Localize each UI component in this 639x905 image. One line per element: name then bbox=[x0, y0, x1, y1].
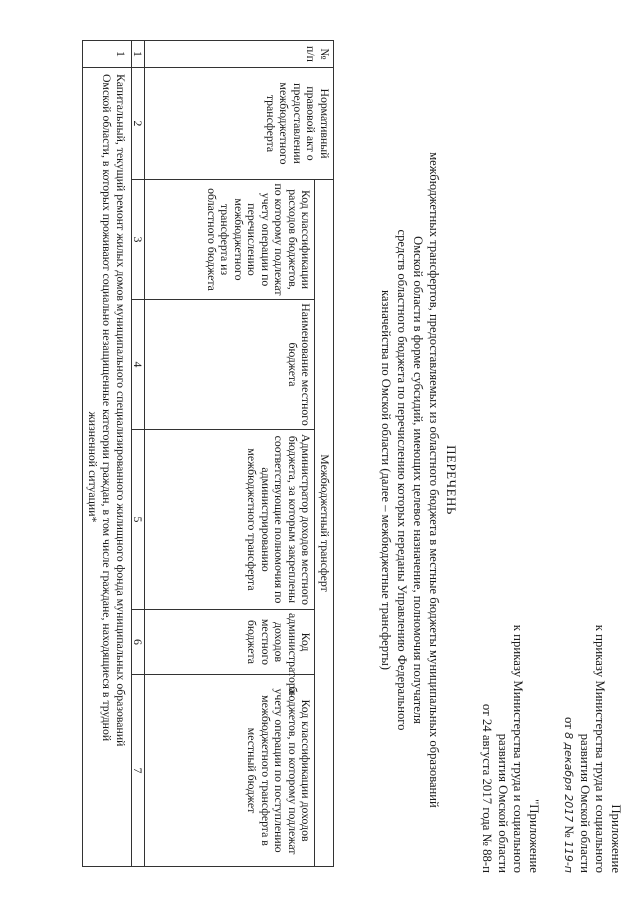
header-income-code: Код классификации доходов бюджетов, по которому подлежат учету операции по поступлению межбюджетного трансферта в местный бюджет bbox=[145, 675, 315, 867]
old-ministry-line: развития Омской области bbox=[496, 733, 510, 873]
column-numbers-row bbox=[132, 41, 145, 867]
old-appendix-label: "Приложение bbox=[527, 799, 541, 873]
handwritten-number: 119-п bbox=[562, 840, 576, 873]
column-number: 2 bbox=[132, 68, 145, 180]
approval-header bbox=[561, 553, 623, 873]
column-number: 1 bbox=[132, 41, 145, 68]
header-appendix-label: Приложение bbox=[609, 804, 623, 873]
transfers-table bbox=[83, 40, 335, 867]
header-ministry-line: развития Омской области bbox=[578, 733, 592, 873]
header-order-line: к приказу Министерства труда и социального bbox=[593, 624, 608, 873]
document-title bbox=[378, 130, 459, 830]
title-line-1: межбюджетных трансфертов, предоставляемых из областного бюджета в местные бюджеты муниципальных образований bbox=[427, 152, 441, 808]
row-number: 1 bbox=[83, 41, 132, 68]
header-date-line: от 8 декабря 2017 № 119-п bbox=[562, 717, 577, 873]
title-line-2: Омской области в форме субсидий, имеющих целевое назначение, полномочия получателя bbox=[411, 236, 425, 724]
header-no: № п/п bbox=[145, 41, 334, 68]
header-admin-code: Код администратора доходов местного бюджета bbox=[145, 610, 315, 675]
title-heading: ПЕРЕЧЕНЬ bbox=[444, 445, 459, 515]
header-group-transfer: Межбюджетный трансферт bbox=[315, 180, 334, 867]
header-income-admin: Администратор доходов местного бюджета, за которым закреплены соответствующие полномочия по администрированию межбюджетного трансферта bbox=[145, 430, 315, 610]
column-number: 3 bbox=[132, 180, 145, 300]
old-order-line: к приказу Министерства труда и социального bbox=[511, 624, 526, 873]
handwritten-date: 8 декабря 2017 bbox=[562, 732, 576, 823]
previous-appendix-header bbox=[479, 553, 541, 873]
header-legal-act: Нормативный правовой акт о предоставлении межбюджетного трансферта bbox=[145, 68, 334, 180]
header-budget-name: Наименование местного бюджета bbox=[145, 300, 315, 430]
old-date-line: от 24 августа 2017 года № 88-п bbox=[480, 703, 495, 873]
column-number: 5 bbox=[132, 430, 145, 610]
column-number: 6 bbox=[132, 610, 145, 675]
column-number: 7 bbox=[132, 675, 145, 867]
title-line-4: казначейства по Омской области (далее – межбюджетные трансферты) bbox=[379, 289, 393, 670]
header-expense-code: Код классификации расходов бюджетов, по которому подлежат учету операции по перечислению межбюджетного трансферта из областного бюджета bbox=[145, 180, 315, 300]
table-row bbox=[83, 41, 132, 867]
title-line-3: средств областного бюджета по перечислению которых переданы Управлению Федерального bbox=[395, 229, 409, 731]
column-number: 4 bbox=[132, 300, 145, 430]
row-section-text: Капитальный, текущий ремонт жилых домов муниципального специализированного жилищного фонда муниципальных образований Омской области, в которых проживают социально незащищенные категории граждан, в том числе граждане, находящиеся в трудной жизненной ситуации* bbox=[83, 68, 132, 867]
